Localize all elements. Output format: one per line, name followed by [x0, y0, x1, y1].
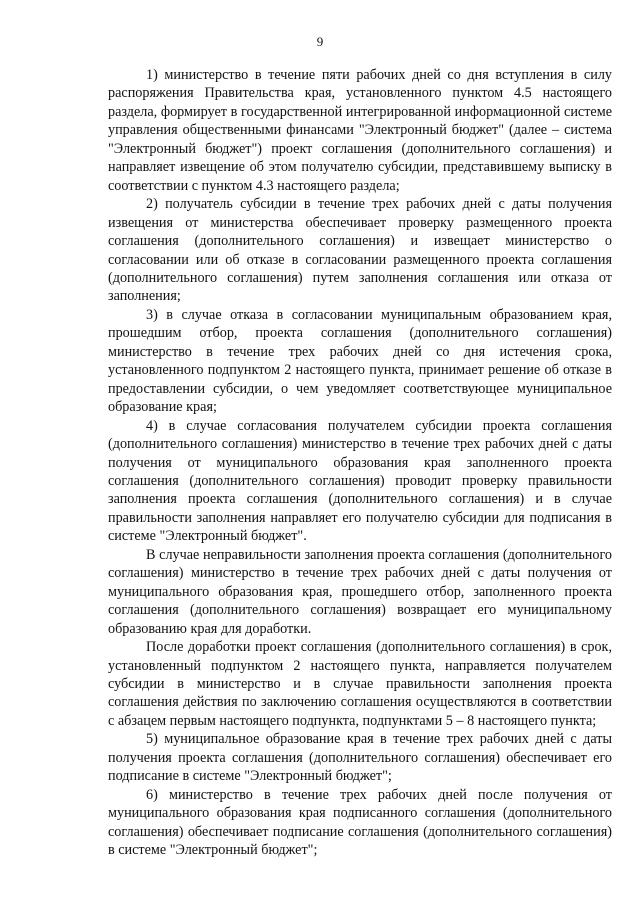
- document-body: [108, 66, 612, 859]
- paragraph-incorrect-filling: В случае неправильности заполнения проекта соглашения (дополнительного соглашения) министерство в течение трех рабочих дней с даты получения от муниципального образования края, прошедшего отбор, заполненного проекта соглашения (дополнительного соглашения) возвращает его муниципальному образованию края для доработки.: [108, 546, 612, 637]
- paragraph-item-4: 4) в случае согласования получателем субсидии проекта соглашения (дополнительного соглашения) министерство в течение трех рабочих дней с даты получения от муниципального образования края заполненного проекта соглашения (дополнительного соглашения) проводит проверку правильности заполнения проекта соглашения (дополнительного соглашения) и в случае правильности заполнения направляет его получателю субсидии для подписания в системе "Электронный бюджет".: [108, 417, 612, 545]
- paragraph-item-5: 5) муниципальное образование края в течение трех рабочих дней с даты получения проекта соглашения (дополнительного соглашения) обеспечивает его подписание в системе "Электронный бюджет";: [108, 731, 612, 785]
- paragraph-after-revision: После доработки проект соглашения (дополнительного соглашения) в срок, установленный подпунктом 2 настоящего пункта, направляется получателем субсидии в министерство и в случае правильности заполнения проекта соглашения действия по заключению соглашения осуществляются в соответствии с абзацем первым настоящего подпункта, подпунктами 5 – 8 настоящего пункта;: [108, 639, 612, 729]
- paragraph-item-6: 6) министерство в течение трех рабочих дней после получения от муниципального образования края подписанного соглашения (дополнительного соглашения) обеспечивает подписание соглашения (дополнительного соглашения) в системе "Электронный бюджет";: [108, 786, 612, 859]
- paragraph-item-2: 2) получатель субсидии в течение трех рабочих дней с даты получения извещения от министерства обеспечивает проверку размещенного проекта соглашения (дополнительного соглашения) и извещает министерство о согласовании или об отказе в согласовании размещенного проекта соглашения (дополнительного соглашения) путем заполнения соглашения или отказа от заполнения;: [108, 196, 612, 305]
- paragraph-item-3: 3) в случае отказа в согласовании муниципальным образованием края, прошедшим отбор, проекта соглашения (дополнительного соглашения) министерство в течение трех рабочих дней со дня истечения срока, установленного подпунктом 2 настоящего пункта, принимает решение об отказе в предоставлении субсидии, о чем уведомляет соответствующее муниципальное образование края;: [108, 306, 612, 416]
- page-number: 9: [316, 34, 324, 49]
- paragraph-item-1: 1) министерство в течение пяти рабочих дней со дня вступления в силу распоряжения Правительства края, установленного пунктом 4.5 настоящего раздела, формирует в государственной интегрированной информационной системе управления общественными финансами "Электронный бюджет" (далее – система "Электронный бюджет") проект соглашения (дополнительного соглашения) и направляет извещение об этом получателю субсидии, представившему выписку в соответствии с пунктом 4.3 настоящего раздела;: [108, 67, 612, 194]
